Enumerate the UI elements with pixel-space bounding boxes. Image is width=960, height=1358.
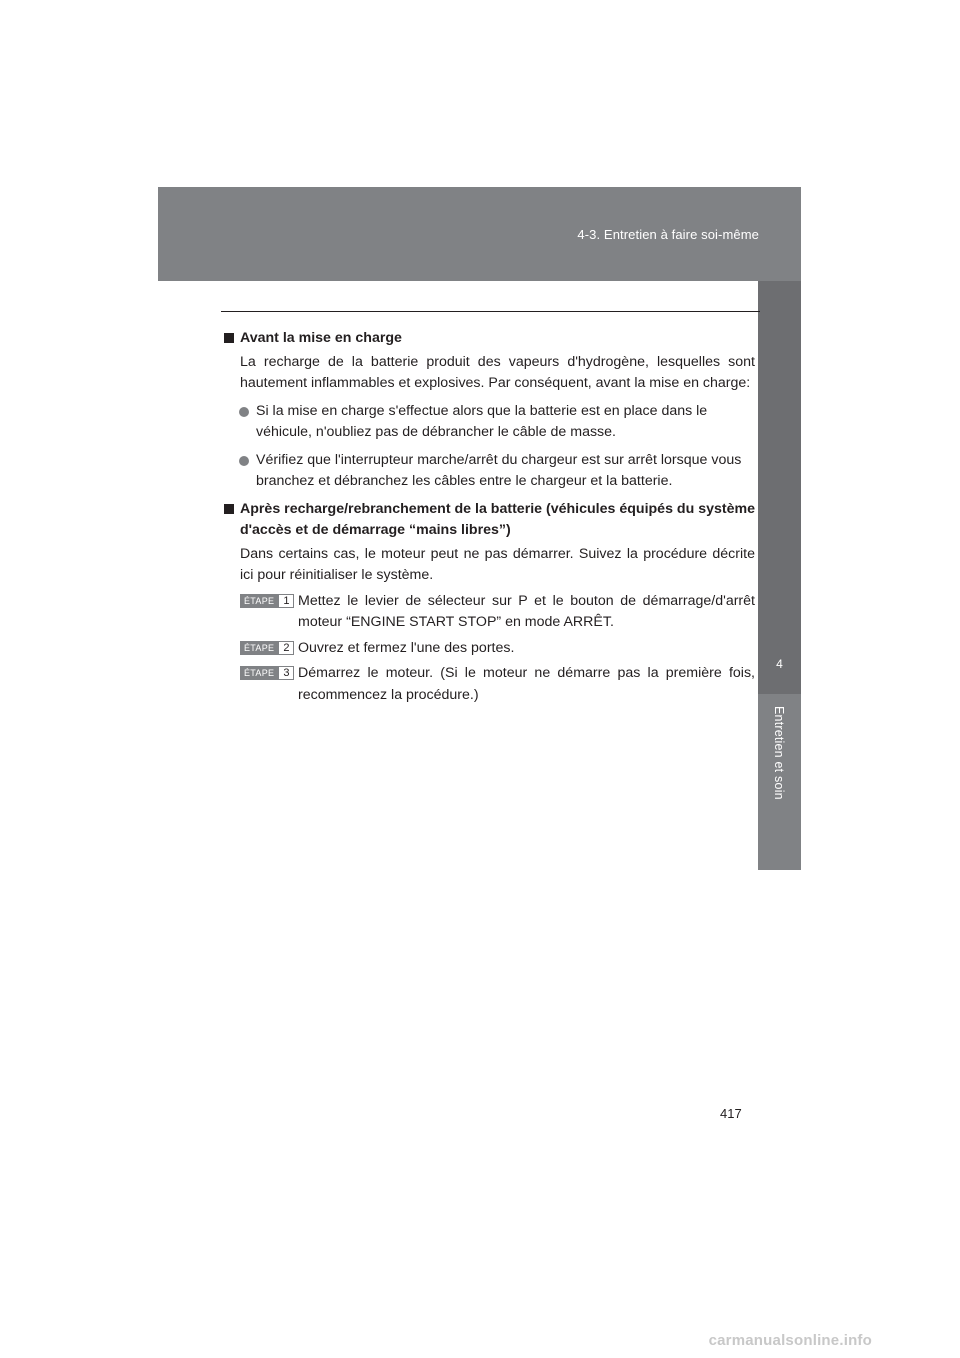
step-text: Mettez le levier de sélecteur sur P et le bouton de démarrage/d'arrêt moteur “ENGINE START STOP” en mode ARRÊT. xyxy=(298,592,755,630)
top-rule xyxy=(221,311,760,312)
step-badge xyxy=(240,594,294,608)
page-content xyxy=(224,328,755,706)
side-tab xyxy=(758,281,801,870)
chapter-number: 4 xyxy=(776,657,783,671)
step-label: ÉTAPE xyxy=(240,594,278,608)
list-item-text: Si la mise en charge s'effectue alors que la batterie est en place dans le véhicule, n'oubliez pas de débrancher le câble de masse. xyxy=(256,402,708,440)
step-item xyxy=(224,663,755,706)
step-text: Démarrez le moteur. (Si le moteur ne démarre pas la première fois, recommencez la procédure.) xyxy=(298,665,755,703)
step-label: ÉTAPE xyxy=(240,666,278,680)
section-heading-text: Après recharge/rebranchement de la batterie (véhicules équipés du système d'accès et de démarrage “mains libres”) xyxy=(240,500,755,538)
step-label: ÉTAPE xyxy=(240,641,278,655)
square-bullet-icon xyxy=(224,333,234,343)
step-number: 1 xyxy=(278,594,294,608)
step-item xyxy=(224,591,755,634)
square-bullet-icon xyxy=(224,504,234,514)
list-item xyxy=(224,401,755,444)
circle-bullet-icon xyxy=(239,456,249,466)
list-item-text: Vérifiez que l'interrupteur marche/arrêt du chargeur est sur arrêt lorsque vous branchez et débranchez les câbles entre le chargeur et la batterie. xyxy=(256,451,742,489)
section-heading xyxy=(224,499,755,542)
circle-bullet-icon xyxy=(239,407,249,417)
step-badge xyxy=(240,641,294,655)
section-intro: Dans certains cas, le moteur peut ne pas démarrer. Suivez la procédure décrite ici pour réinitialiser le système. xyxy=(240,545,755,583)
step-badge xyxy=(240,666,294,680)
chapter-label: Entretien et soin xyxy=(772,706,786,800)
chapter-title: 4-3. Entretien à faire soi-même xyxy=(577,227,759,242)
watermark-text: carmanualsonline.info xyxy=(708,1332,872,1349)
chapter-header xyxy=(158,187,801,281)
step-item xyxy=(224,638,755,660)
section-intro: La recharge de la batterie produit des vapeurs d'hydrogène, lesquelles sont hautement inflammables et explosives. Par conséquent, avant la mise en charge: xyxy=(240,353,755,391)
footer xyxy=(0,1330,960,1358)
step-number: 2 xyxy=(278,641,294,655)
section-heading-text: Avant la mise en charge xyxy=(240,330,402,346)
page-number: 417 xyxy=(720,1106,742,1121)
chapter-number-box xyxy=(758,281,801,694)
step-text: Ouvrez et fermez l'une des portes. xyxy=(298,639,515,656)
step-number: 3 xyxy=(278,666,294,680)
section-heading xyxy=(224,328,755,350)
list-item xyxy=(224,450,755,493)
